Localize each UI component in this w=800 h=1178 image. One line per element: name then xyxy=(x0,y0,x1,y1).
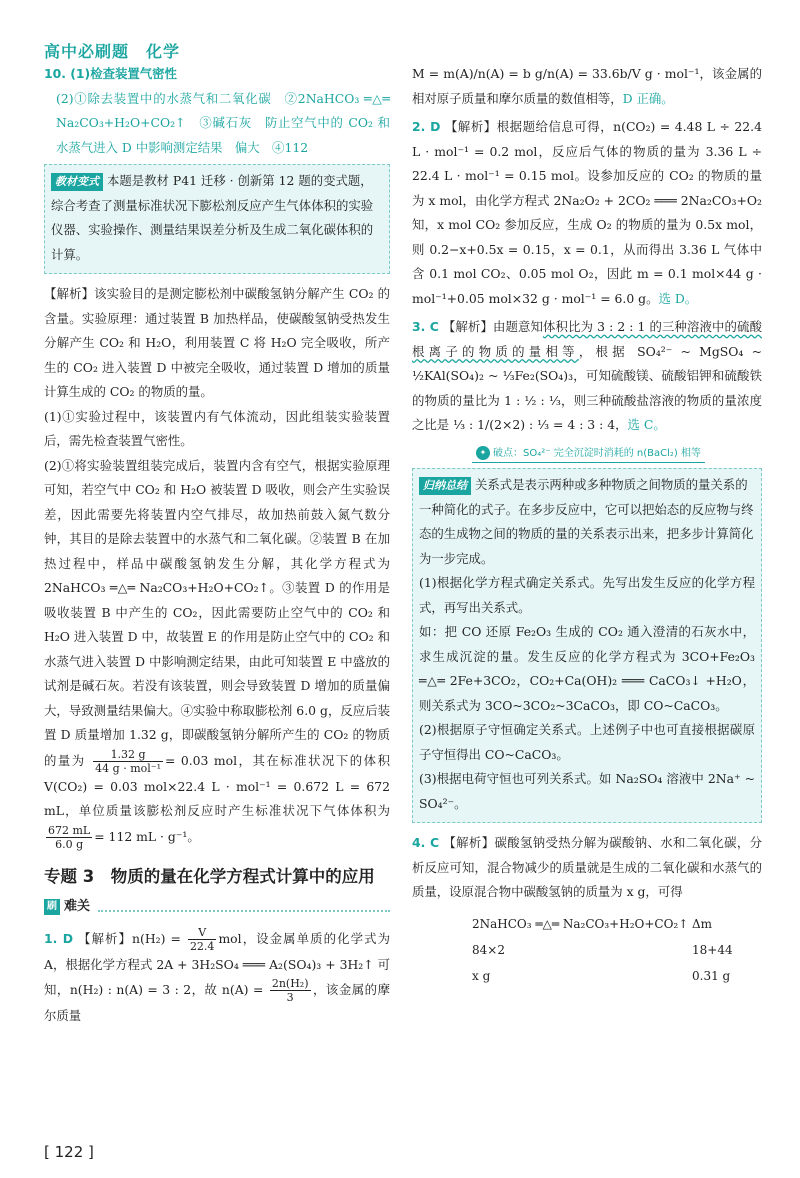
summary-badge: 归纳总结 xyxy=(419,477,471,495)
fraction-numerator: 2n(H₂) xyxy=(271,977,309,990)
analysis-text-4: = 0.03 mol，其在标准状况下的体积 V(CO₂) = 0.03 mol×22.4 L · mol⁻¹ = 0.672 L = 672 mL，单位质量该膨松剂反应时产生标准状况下气体体积为 xyxy=(44,752,390,818)
fraction-denominator: 6.0 g xyxy=(55,837,84,851)
q1-text-a: 【解析】n(H₂) = xyxy=(78,930,181,946)
q1-text-b: mol，设金属单质的化学式为 A，根据化学方程式 2A + 3H₂SO₄ ═══ A₂(SO₄)₃ + 3H₂↑ 可知，n(H₂) : n(A) = 3 : 2，故 n(A) = xyxy=(44,930,390,997)
fraction-volume-per-gram xyxy=(46,824,92,851)
q4-number: 4. C xyxy=(412,835,440,850)
fraction-h2-moles xyxy=(188,926,217,953)
level-label: 难关 xyxy=(64,899,91,914)
q2-text: 【解析】根据题给信息可得，n(CO₂) = 4.48 L ÷ 22.4 L · mol⁻¹ = 0.2 mol，反应后气体的物质的量为 3.36 L ÷ 22.4 L · mol⁻¹ = 0.15 mol。设参加反应的 CO₂ 的物质的量为 x mol，由化学方程式 2Na₂O₂ + 2CO₂ ═══ 2Na₂CO₃+O₂ 知，x mol CO₂ 参加反应，生成 O₂ 的物质的量为 0.5x mol，则 0.2−x+0.5x = 0.15，x = 0.1，从而得出 3.36 L 气体中含 0.1 mol CO₂、0.05 mol O₂，因此 m = 0.1 mol×44 g · mol⁻¹+0.05 mol×32 g · mol⁻¹ = 6.0 g。 xyxy=(412,119,762,306)
section-title: 专题 3 物质的量在化学方程式计算中的应用 xyxy=(44,866,375,886)
fraction-numerator: 1.32 g xyxy=(93,748,163,762)
table-cell: Δm xyxy=(692,916,713,931)
textbook-variant-box xyxy=(44,164,390,274)
fraction-numerator: V xyxy=(188,926,217,940)
fraction-metal-moles xyxy=(270,977,311,1004)
summary-box xyxy=(412,468,762,823)
q4-analysis xyxy=(412,831,762,905)
textbook-variant-text: 本题是教材 P41 迁移 · 创新第 12 题的变式题，综合考查了测量标准状况下膨松剂反应产生气体体积的实验仪器、实验操作、测量结果误差分析及生成二氧化碳体积的计算。 xyxy=(51,173,374,262)
analysis-text-3: (2)①将实验装置组装完成后，装置内含有空气，根据实验原理可知，若空气中 CO₂ 和 H₂O 被装置 D 吸收，则会产生实验误差，因此需要先将装置内空气排尽，故加热前鼓入氮气数分钟，其目的是除去装置中的水蒸气和二氧化碳。②装置 B 在加热过程中，样品中碳酸氢钠发生分解，其化学方程式为 2NaHCO₃ ═△═ Na₂CO₃+H₂O+CO₂↑。③装置 D 的作用是吸收装置 B 中产生的 CO₂，因此需要防止空气中的 CO₂ 和 H₂O 进入装置 D 中，故装置 E 的作用是防止空气中的 CO₂ 和水蒸气进入装置 D 中影响测定结果，由此可知装置 E 中盛放的试剂是碱石灰。若没有该装置，则会导致装置 D 增加的质量偏大，导致测量结果偏大。④实验中称取膨松剂 6.0 g，反应后装置 D 质量增加 1.32 g，即碳酸氢钠分解所产生的 CO₂ 的物质的量为 xyxy=(44,457,390,768)
right-column xyxy=(412,62,762,989)
brush-icon: 刷 xyxy=(44,899,60,915)
q10-analysis-3 xyxy=(44,454,390,851)
q1-text-c: ，该金属的摩尔质量 xyxy=(44,982,390,1023)
textbook-variant-badge: 教材变式 xyxy=(51,173,103,191)
page-number: [ 122 ] xyxy=(44,1143,94,1161)
q2-conclusion: 选 D。 xyxy=(658,290,698,306)
q10-heading xyxy=(44,62,390,87)
analysis-text-5: = 112 mL · g⁻¹。 xyxy=(94,828,200,844)
page-header-title: 高中必刷题 化学 xyxy=(44,42,181,61)
q3-key-phrase: 体积比为 3 : 2 : 1 的三种溶液中的硫酸根离子的物质的量相等 xyxy=(412,319,762,359)
summary-text-2: (1)根据化学方程式确定关系式。先写出发生反应的化学方程式，再写出关系式。 xyxy=(419,575,755,615)
fraction-denominator: 44 g · mol⁻¹ xyxy=(95,761,161,775)
analysis-tag: 【解析】 xyxy=(44,286,95,301)
q3-text-a: 【解析】由题意知 xyxy=(442,319,544,334)
difficulty-level xyxy=(44,895,390,920)
q3-analysis xyxy=(412,315,762,438)
molar-mass-conclusion: D 正确。 xyxy=(622,90,674,106)
q4-equation-table xyxy=(412,911,762,989)
table-cell: 0.31 g xyxy=(692,968,731,983)
q1-analysis xyxy=(44,926,390,1029)
q3-note xyxy=(472,440,762,465)
q2-analysis xyxy=(412,115,762,311)
fraction-co2-moles xyxy=(93,748,163,775)
analysis-text-1: 该实验目的是测定膨松剂中碳酸氢钠分解产生 CO₂ 的含量。实验原理：通过装置 B 加热样品，使碳酸氢钠受热发生分解产生 CO₂ 和 H₂O，利用装置 C 将 H₂O 完全吸收，所产生的 CO₂ 进入装置 D 中被完全吸收，通过装置 D 增加的质量计算生成的 CO₂ 的物质的量。 xyxy=(44,286,390,399)
table-row xyxy=(412,911,762,937)
fraction-numerator: 672 mL xyxy=(48,823,91,837)
q3-text-b: ，根据 SO₄²⁻ ~ MgSO₄ ~ ½KAl(SO₄)₂ ~ ⅓Fe₂(SO₄)₃，可知硫酸镁、硫酸铝钾和硫酸铁的物质的量比为 1 : ½ : ⅓，则三种硫酸盐溶液的物质的量浓度之比是 ⅓ : 1/(2×2) : ⅓ = 4 : 3 : 4， xyxy=(412,343,762,432)
q2-number: 2. D xyxy=(412,119,441,134)
q1-number: 1. D xyxy=(44,930,74,946)
table-cell: 2NaHCO₃ ═△═ Na₂CO₃+H₂O+CO₂↑ xyxy=(472,916,689,931)
q10-answer-1: 10. (1)检查装置气密性 xyxy=(44,66,177,81)
table-row xyxy=(412,937,762,963)
molar-mass-formula xyxy=(412,62,762,111)
q10-analysis-2: (1)①实验过程中，该装置内有气体流动，因此组装实验装置后，需先检查装置气密性。 xyxy=(44,408,390,448)
q4-text: 【解析】碳酸氢钠受热分解为碳酸钠、水和二氧化碳，分析反应可知，混合物减少的质量就是生成的二氧化碳和水蒸气的质量，设原混合物中碳酸氢钠的质量为 x g，可得 xyxy=(412,835,762,899)
q3-note-text: 破点：SO₄²⁻ 完全沉淀时消耗的 n(BaCl₂) 相等 xyxy=(493,447,701,459)
q3-number: 3. C xyxy=(412,319,439,334)
summary-text-5: (3)根据电荷守恒也可列关系式。如 Na₂SO₄ 溶液中 2Na⁺ ~ SO₄²⁻。 xyxy=(419,771,755,811)
dotted-divider xyxy=(98,902,390,912)
q10-answer-2: (2)①除去装置中的水蒸气和二氧化碳 ②2NaHCO₃ ═△═ Na₂CO₃+H₂O+CO₂↑ ③碱石灰 防止空气中的 CO₂ 和水蒸气进入 D 中影响测定结果 偏大 ④112 xyxy=(56,90,390,155)
summary-text-1: 关系式是表示两种或多种物质之间物质的量关系的一种简化的式子。在多步反应中，它可以把始态的反应物与终态的生成物之间的物质的量的关系表示出来，把多步计算简化为一步完成。 xyxy=(419,477,754,566)
fraction-denominator: 22.4 xyxy=(189,939,215,953)
table-row xyxy=(412,963,762,989)
molar-mass-text: M = m(A)/n(A) = b g/n(A) = 33.6b/V g · mol⁻¹，该金属的相对原子质量和摩尔质量的数值相等， xyxy=(412,66,762,106)
fraction-denominator: 3 xyxy=(286,991,294,1004)
table-cell: x g xyxy=(472,968,491,983)
summary-text-3: 如：把 CO 还原 Fe₂O₃ 生成的 CO₂ 通入澄清的石灰水中，求生成沉淀的量。发生反应的化学方程式为 3CO+Fe₂O₃ ═△═ 2Fe+3CO₂，CO₂+Ca(OH)₂ ═══ CaCO₃↓ +H₂O，则关系式为 3CO~3CO₂~3CaCO₃，即 CO~CaCO₃。 xyxy=(419,624,755,713)
table-cell: 18+44 xyxy=(692,942,733,957)
lightning-icon: ✦ xyxy=(476,446,490,460)
left-column xyxy=(44,62,390,1029)
q3-conclusion: 选 C。 xyxy=(627,417,666,432)
summary-text-4: (2)根据原子守恒确定关系式。上述例子中也可直接根据碳原子守恒得出 CO~CaCO₃。 xyxy=(419,722,755,762)
q10-analysis-1 xyxy=(44,282,390,405)
q3-note-pill xyxy=(472,446,705,463)
table-cell: 84×2 xyxy=(472,942,505,957)
